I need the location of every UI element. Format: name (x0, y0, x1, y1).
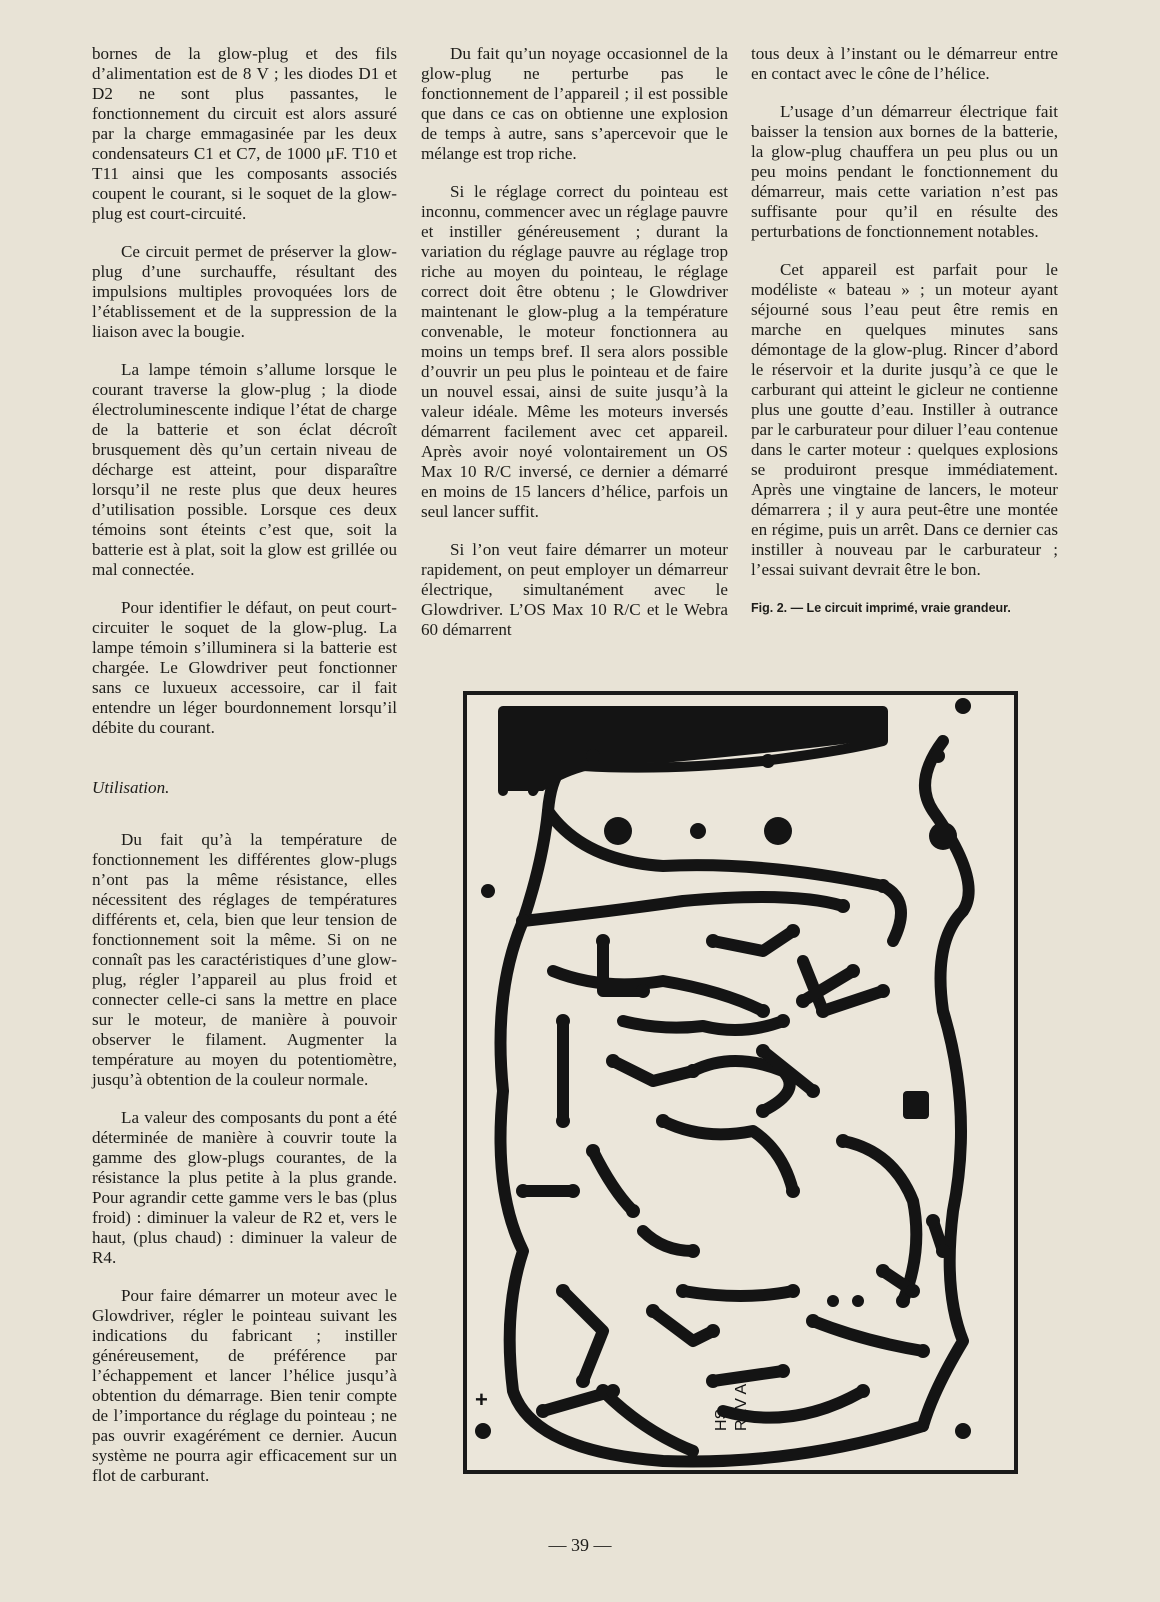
paragraph: Du fait qu’à la température de fonctionnement les différentes glow-plugs n’ont pas la même résistance, elles nécessitent des réglages de températures différents et, cela, bien que leur tension de fonctionnement soit la même. Si on ne connaît pas les caractéristiques d’une glow-plug, régler l’appareil au plus froid et connecter celle-ci sans la mettre en place sur le moteur, de manière à pouvoir observer le filament. Augmenter la température au moyen du potentiomètre, jusqu’à obtention de la couleur normale. (92, 830, 397, 1089)
section-heading: Utilisation. (92, 778, 170, 797)
paragraph: Si l’on veut faire démarrer un moteur rapidement, on peut employer un démarreur électrique, simultanément avec le Glowdriver. L’OS Max 10 R/C et le Webra 60 démarrent (421, 540, 728, 639)
text-column-3 (751, 44, 1058, 635)
pcb-label-hs: HS (713, 1408, 730, 1431)
pcb-figure (463, 691, 1018, 1474)
page-number: — 39 — (548, 1535, 612, 1555)
paragraph: Si le réglage correct du pointeau est inconnu, commencer avec un réglage pauvre et instiller généreusement ; durant la variation du réglage pauvre au réglage trop riche au moyen du pointeau, le réglage correct doit être obtenu ; le Glowdriver maintenant le glow-plug a la température convenable, le moteur fonctionnera au moins un temps bref. Il sera alors possible d’ouvrir un peu plus le pointeau et de faire un nouvel essai, ainsi de suite jusqu’à la valeur idéale. Même les moteurs inversés démarrent facilement avec cet appareil. Après avoir noyé volontairement un OS Max 10 R/C inversé, ce dernier a démarré en moins de 15 lancers d’hélice, parfois un seul lancer suffit. (421, 182, 728, 521)
paragraph: La valeur des composants du pont a été déterminée de manière à couvrir toute la gamme des glow-plugs courantes, de la résistance la plus petite à la plus grande. Pour agrandir cette gamme vers le bas (plus froid) : diminuer la valeur de R2 et, vers le haut, (plus chaud) : diminuer la valeur de R4. (92, 1108, 397, 1267)
text-column-1 (92, 44, 397, 1504)
figure-caption: Fig. 2. — Le circuit imprimé, vraie grandeur. (751, 601, 1011, 615)
paragraph: La lampe témoin s’allume lorsque le courant traverse la glow-plug ; la diode électroluminescente indique l’état de charge de la batterie et son éclat décroît brusquement dès qu’un certain niveau de décharge est atteint, pour disparaître lorsqu’il ne reste plus que deux heures d’utilisation possible. Lorsque ces deux témoins sont éteints c’est que, soit la batterie est à plat, soit la glow est grillée ou mal connectée. (92, 360, 397, 579)
pcb-plus-label: + (475, 1387, 488, 1412)
paragraph: bornes de la glow-plug et des fils d’alimentation est de 8 V ; les diodes D1 et D2 ne sont plus passantes, le fonctionnement du circuit est alors assuré par la charge emmagasinée par les deux condensateurs C1 et C7, de 1000 μF. T10 et T11 ainsi que les composants associés coupent le courant, si le soquet de la glow-plug est court-circuité. (92, 44, 397, 223)
pcb-label-rev: REV A (733, 1383, 750, 1431)
paragraph: L’usage d’un démarreur électrique fait baisser la tension aux bornes de la batterie, la glow-plug chauffera un peu plus ou un peu moins pendant le fonctionnement du démarreur, mais cette variation n’est pas suffisante pour qu’il en résulte des perturbations de fonctionnement notables. (751, 102, 1058, 241)
paragraph: Ce circuit permet de préserver la glow-plug d’une surchauffe, résultant des impulsions multiples provoquées lors de l’établissement et de la suppression de la liaison avec la bougie. (92, 242, 397, 341)
paragraph: Du fait qu’un noyage occasionnel de la glow-plug ne perturbe pas le fonctionnement de l’appareil ; il est possible que dans ce cas on obtienne une explosion de temps à autre, sans s’apercevoir que le mélange est trop riche. (421, 44, 728, 163)
paragraph: Cet appareil est parfait pour le modéliste « bateau » ; un moteur ayant séjourné sous l’eau peut être remis en marche en quelques minutes sans démontage de la glow-plug. Rincer d’abord le réservoir et la durite jusqu’à ce que le carburant qui atteint le gicleur ne contienne plus une goutte d’eau. Instiller à outrance par le carburateur pour diluer l’eau contenue dans le carter moteur : quelques explosions se produiront presque immédiatement. Après une vingtaine de lancers, le moteur démarrera ; il y aura peut-être une montée en régime, puis un arrêt. Dans ce dernier cas instiller à nouveau par le carburateur ; l’essai suivant devrait être le bon. (751, 260, 1058, 579)
text-column-2 (421, 44, 728, 658)
paragraph: Pour identifier le défaut, on peut court-circuiter le soquet de la glow-plug. La lampe témoin s’illuminera si la batterie est chargée. Le Glowdriver peut fonctionner sans ce luxueux accessoire, car il fait entendre un léger bourdonnement lorsqu’il débite du courant. (92, 598, 397, 737)
paragraph: Pour faire démarrer un moteur avec le Glowdriver, régler le pointeau suivant les indications du fabricant ; instiller généreusement, de préférence par l’échappement et lancer l’hélice jusqu’à obtention du démarrage. Bien tenir compte de l’importance du réglage du pointeau ; ne pas ouvrir exagérément ce dernier. Aucun système ne pourra agir efficacement sur un flot de carburant. (92, 1286, 397, 1485)
paragraph: tous deux à l’instant ou le démarreur entre en contact avec le cône de l’hélice. (751, 44, 1058, 83)
